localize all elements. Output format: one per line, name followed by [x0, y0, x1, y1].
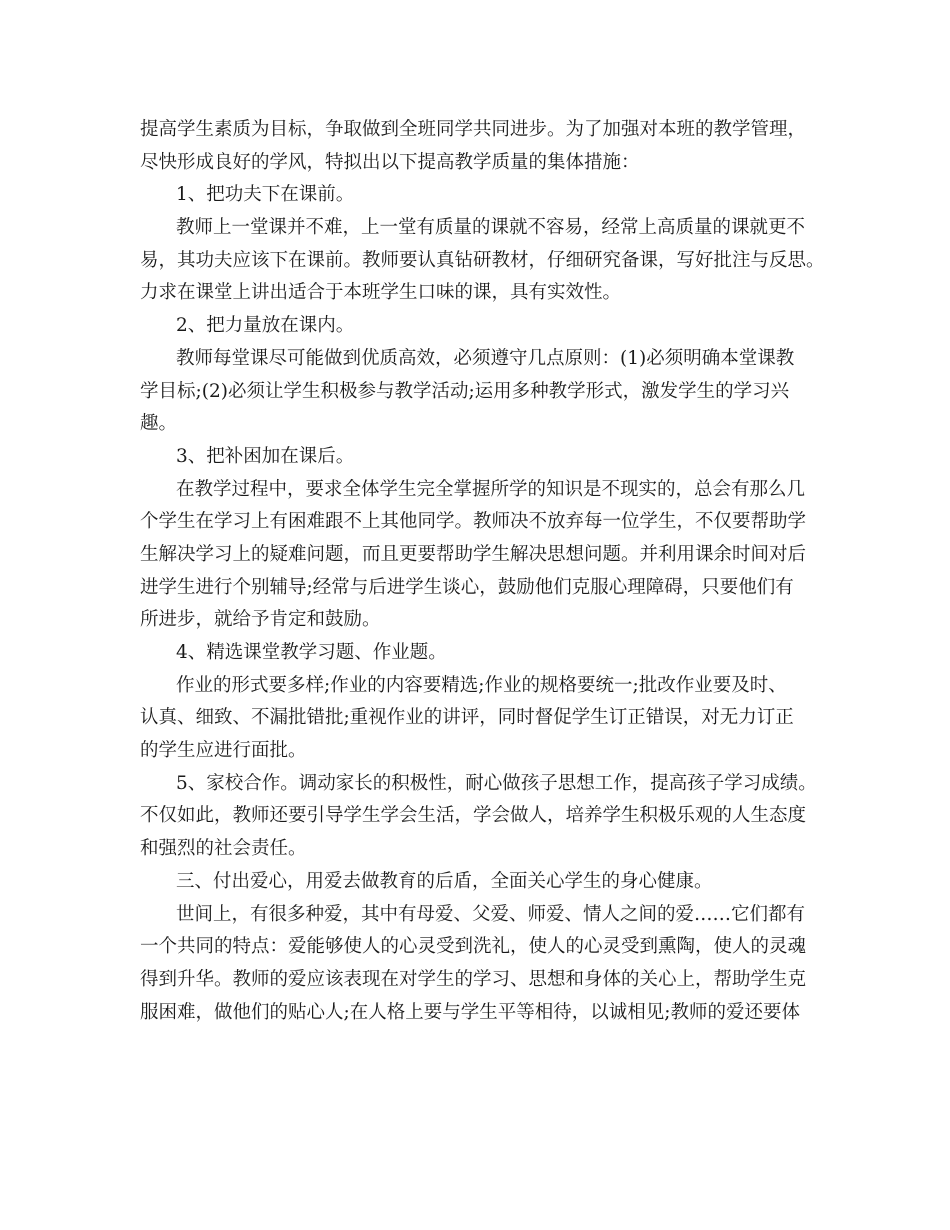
paragraph-line: 力求在课堂上讲出适合于本班学生口味的课，具有实效性。 [140, 282, 622, 304]
paragraph-line: 学目标;(2)必须让学生积极参与教学活动;运用多种教学形式，激发学生的学习兴 [140, 380, 790, 402]
paragraph-first-line: 1、把功夫下在课前。 [176, 184, 355, 206]
paragraph-line: 易，其功夫应该下在课前。教师要认真钻研教材，仔细研究备课，写好批注与反思。 [140, 249, 825, 271]
paragraph-first-line: 在教学过程中，要求全体学生完全掌握所学的知识是不现实的，总会有那么几 [176, 478, 806, 500]
paragraph-line: 得到升华。教师的爱应该表现在对学生的学习、思想和身体的关心上，帮助学生克 [140, 968, 807, 990]
paragraph-line: 个学生在学习上有困难跟不上其他同学。教师决不放弃每一位学生，不仅要帮助学 [140, 511, 807, 533]
paragraph-line: 一个共同的特点：爱能够使人的心灵受到洗礼，使人的心灵受到熏陶，使人的灵魂 [140, 936, 807, 958]
paragraph-first-line: 作业的形式要多样;作业的内容要精选;作业的规格要统一;批改作业要及时、 [176, 674, 787, 696]
paragraph-line: 和强烈的社会责任。 [140, 838, 307, 860]
paragraph-line: 所进步，就给予肯定和鼓励。 [140, 609, 381, 631]
paragraph-line: 服困难，做他们的贴心人;在人格上要与学生平等相待，以诚相见;教师的爱还要体 [140, 1001, 800, 1023]
paragraph-first-line: 世间上，有很多种爱，其中有母爱、父爱、师爱、情人之间的爱……它们都有 [176, 903, 806, 925]
document-body [140, 114, 830, 1029]
paragraph-first-line: 4、精选课堂教学习题、作业题。 [176, 642, 447, 663]
paragraph-line: 生解决学习上的疑难问题，而且更要帮助学生解决思想问题。并利用课余时间对后 [140, 543, 807, 565]
paragraph-first-line: 教师上一堂课并不难，上一堂有质量的课就不容易，经常上高质量的课就更不 [176, 217, 806, 239]
paragraph-line: 尽快形成良好的学风，特拟出以下提高教学质量的集体措施： [140, 151, 640, 173]
paragraph-first-line: 教师每堂课尽可能做到优质高效，必须遵守几点原则：(1)必须明确本堂课教 [176, 347, 795, 369]
paragraph-line: 进学生进行个别辅导;经常与后进学生谈心，鼓励他们克服心理障碍，只要他们有 [140, 576, 794, 598]
paragraph-line: 认真、细致、不漏批错批;重视作业的讲评，同时督促学生订正错误，对无力订正 [140, 707, 794, 729]
paragraph-line: 的学生应进行面批。 [140, 740, 307, 762]
paragraph-first-line: 三、付出爱心，用爱去做教育的后盾，全面关心学生的身心健康。 [176, 870, 713, 892]
paragraph-line: 不仅如此，教师还要引导学生学会生活，学会做人，培养学生积极乐观的人生态度 [140, 805, 807, 827]
paragraph-first-line: 2、把力量放在课内。 [176, 315, 355, 337]
paragraph-first-line: 3、把补困加在课后。 [176, 445, 355, 467]
paragraph-line: 提高学生素质为目标，争取做到全班同学共同进步。为了加强对本班的教学管理， [140, 119, 807, 140]
paragraph-line: 趣。 [140, 413, 178, 435]
paragraph-first-line: 5、家校合作。调动家长的积极性，耐心做孩子思想工作，提高孩子学习成绩。 [176, 772, 817, 794]
